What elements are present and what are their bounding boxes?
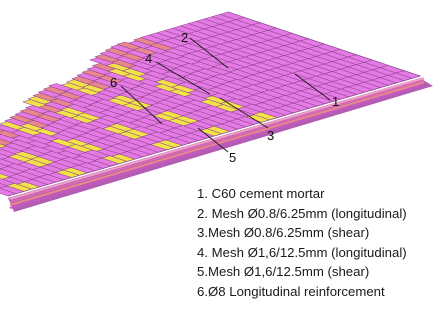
callout-4: 4 xyxy=(145,51,153,66)
callout-3: 3 xyxy=(267,128,275,143)
legend-item-4: 4. Mesh Ø1,6/12.5mm (longitudinal) xyxy=(197,244,407,260)
legend-item-1: 1. C60 cement mortar xyxy=(197,186,325,201)
legend-item-6: 6.Ø8 Longitudinal reinforcement xyxy=(197,283,385,299)
legend xyxy=(197,184,407,302)
tapered-slab-model xyxy=(0,12,433,212)
callout-5: 5 xyxy=(229,150,237,165)
legend-item-5: 5.Mesh Ø1,6/12.5mm (shear) xyxy=(197,264,370,280)
legend-item-2: 2. Mesh Ø0.8/6.25mm (longitudinal) xyxy=(197,205,407,221)
callout-2: 2 xyxy=(181,30,189,45)
callout-1: 1 xyxy=(332,94,340,109)
legend-item-3: 3.Mesh Ø0.8/6.25mm (shear) xyxy=(197,225,370,241)
callout-6: 6 xyxy=(110,75,118,90)
